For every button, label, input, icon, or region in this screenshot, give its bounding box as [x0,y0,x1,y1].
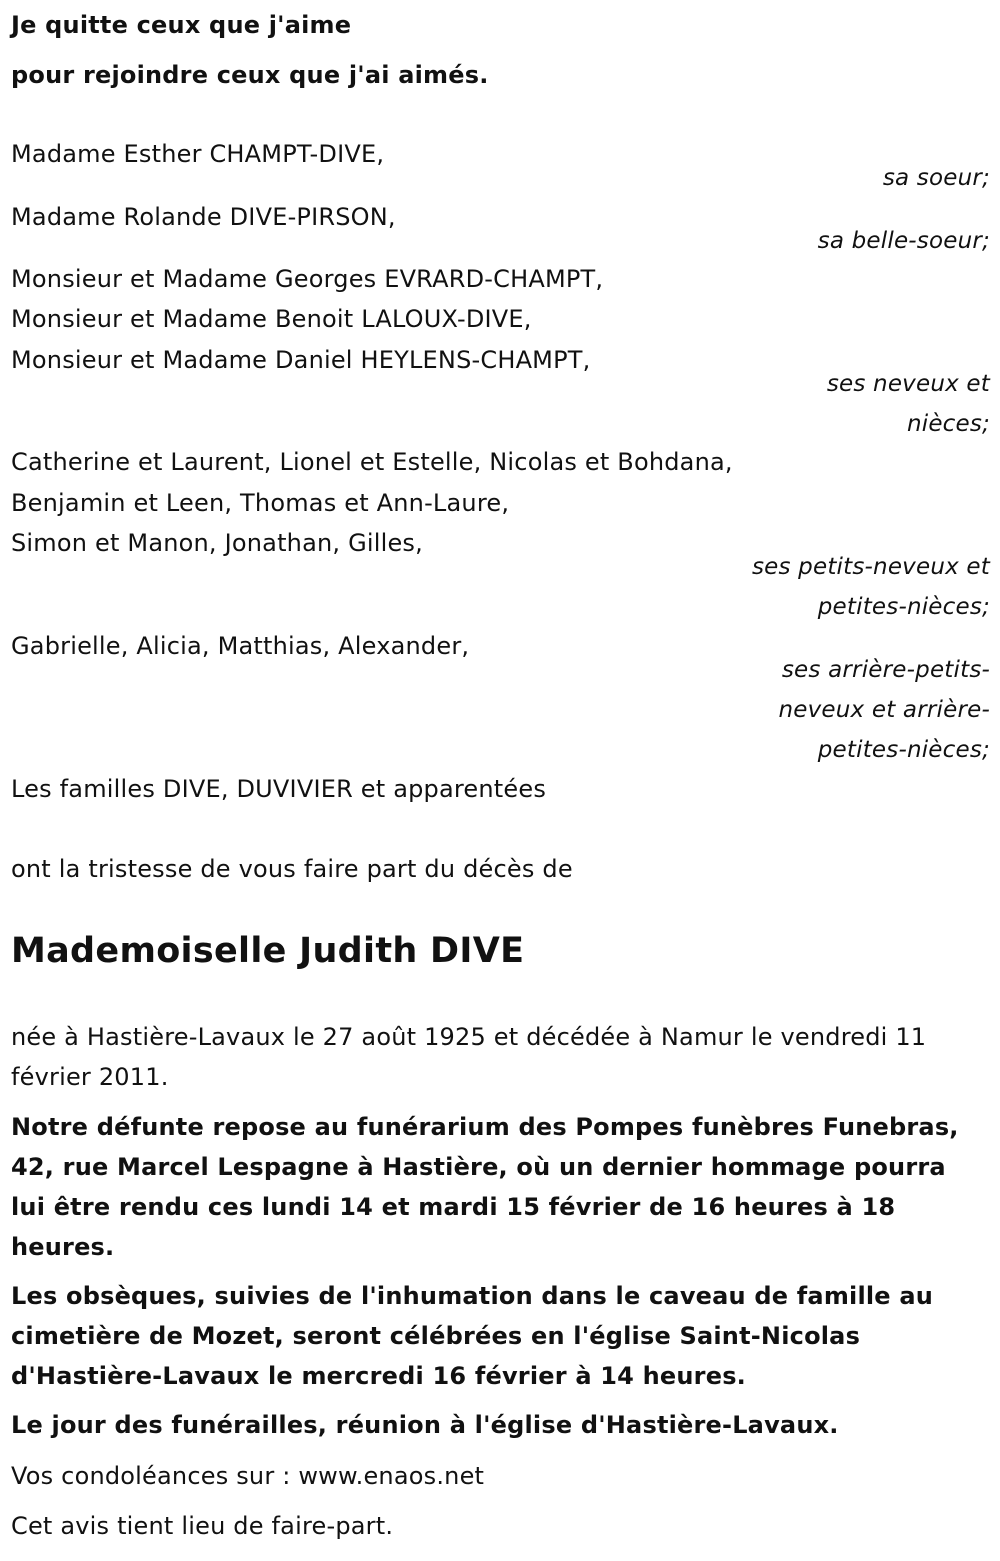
quote-line-2: pour rejoindre ceux que j'ai aimés. [11,61,489,89]
deceased-name: Mademoiselle Judith DIVE [11,931,525,971]
family-member: Madame Rolande DIVE-PIRSON, [11,203,396,231]
family-member: Monsieur et Madame Daniel HEYLENS-CHAMPT, [11,346,591,374]
birth-death: née à Hastière-Lavaux le 27 août 1925 et décédée à Namur le vendredi 11 février 2011. [11,1023,927,1091]
reunion-info: Le jour des funérailles, réunion à l'église d'Hastière-Lavaux. [11,1411,839,1439]
family-member: Simon et Manon, Jonathan, Gilles, [11,529,423,557]
family-relation: sa belle-soeur; [817,228,990,254]
family-relation: petites-nièces; [817,737,990,763]
family-member: Monsieur et Madame Benoit LALOUX-DIVE, [11,305,532,333]
family-relation: ses arrière-petits- [781,657,990,683]
condolences: Vos condoléances sur : www.enaos.net [11,1462,485,1490]
family-relation: neveux et arrière- [778,697,990,723]
family-member: Madame Esther CHAMPT-DIVE, [11,140,385,168]
family-member: Gabrielle, Alicia, Matthias, Alexander, [11,632,470,660]
announcement: ont la tristesse de vous faire part du décès de [11,855,573,883]
families-line: Les familles DIVE, DUVIVIER et apparentées [11,775,547,803]
family-relation: ses neveux et [826,371,990,397]
closing-note: Cet avis tient lieu de faire-part. [11,1512,394,1540]
family-relation: ses petits-neveux et [751,554,990,580]
family-member: Benjamin et Leen, Thomas et Ann-Laure, [11,489,510,517]
family-member: Catherine et Laurent, Lionel et Estelle, Nicolas et Bohdana, [11,448,733,476]
funeral-info: Les obsèques, suivies de l'inhumation dans le caveau de famille au cimetière de Mozet, seront célébrées en l'église Saint-Nicolas d'Hastière-Lavaux le mercredi 16 février à 14 heures. [11,1282,934,1390]
family-relation: petites-nièces; [817,594,990,620]
quote-line-1: Je quitte ceux que j'aime [11,11,352,39]
repose-info: Notre défunte repose au funérarium des Pompes funèbres Funebras, 42, rue Marcel Lespagne à Hastière, où un dernier hommage pourra lui être rendu ces lundi 14 et mardi 15 février de 16 heures à 18 heures. [11,1113,959,1261]
family-member: Monsieur et Madame Georges EVRARD-CHAMPT, [11,265,604,293]
family-relation: sa soeur; [882,165,990,191]
family-relation: nièces; [906,411,990,437]
